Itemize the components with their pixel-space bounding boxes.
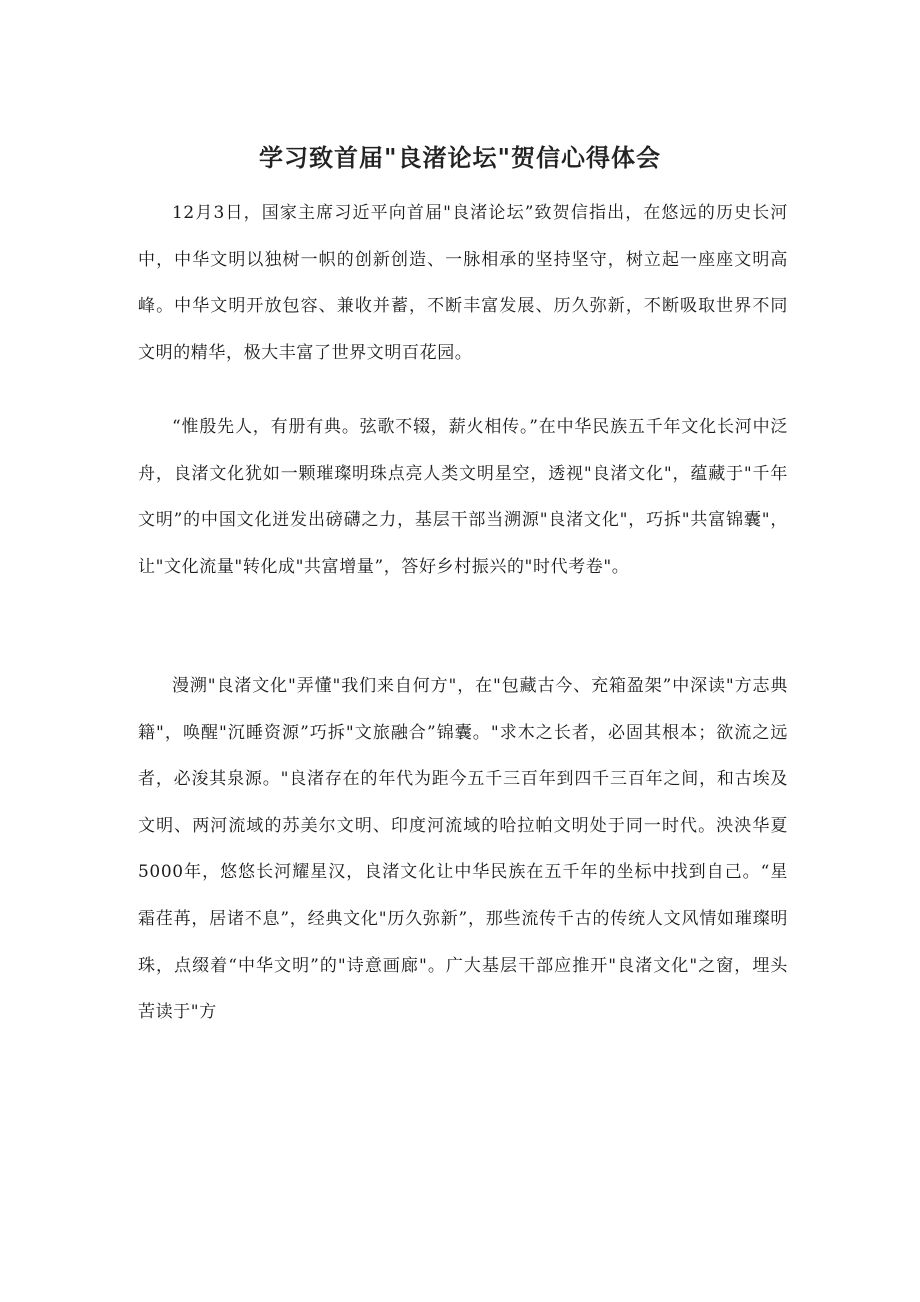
paragraph-2: “惟殷先人，有册有典。弦歌不辍，薪火相传。”在中华民族五千年文化长河中泛舟，良渚文化犹如一颗璀璨明珠点亮人类文明星空，透视"良渚文化"，蕴藏于"千年文明”的中国文化迸发出磅礴之力，基层干部当溯源"良渚文化"，巧拆"共富锦囊"，让"文化流量"转化成"共富增量”，答好乡村振兴的"时代考卷"。: [138, 417, 788, 577]
paragraph-1: 12月3日，国家主席习近平向首届"良渚论坛”致贺信指出，在悠远的历史长河中，中华文明以独树一帜的创新创造、一脉相承的坚持坚守，树立起一座座文明高峰。中华文明开放包容、兼收并蓄，不断丰富发展、历久弥新，不断吸取世界不同文明的精华，极大丰富了世界文明百花园。: [138, 203, 788, 363]
document-title: 学习致首届"良渚论坛"贺信心得体会: [258, 143, 661, 173]
paragraph-3: 漫溯"良渚文化"弄懂"我们来自何方"，在"包藏古今、充箱盈架”中深读"方志典籍"，唤醒"沉睡资源”巧拆"文旅融合”锦囊。"求木之长者，必固其根本；欲流之远者，必浚其泉源。"良渚存在的年代为距今五千三百年到四千三百年之间，和古埃及文明、两河流域的苏美尔文明、印度河流域的哈拉帕文明处于同一时代。泱泱华夏5000年，悠悠长河耀星汉，良渚文化让中华民族在五千年的坐标中找到自己。“星霜荏苒，居诸不息”，经典文化"历久弥新”，那些流传千古的传统人文风情如璀璨明珠，点缀着“中华文明”的"诗意画廊"。广大基层干部应推开"良渚文化"之窗，埋头苦读于"方: [138, 676, 788, 1023]
